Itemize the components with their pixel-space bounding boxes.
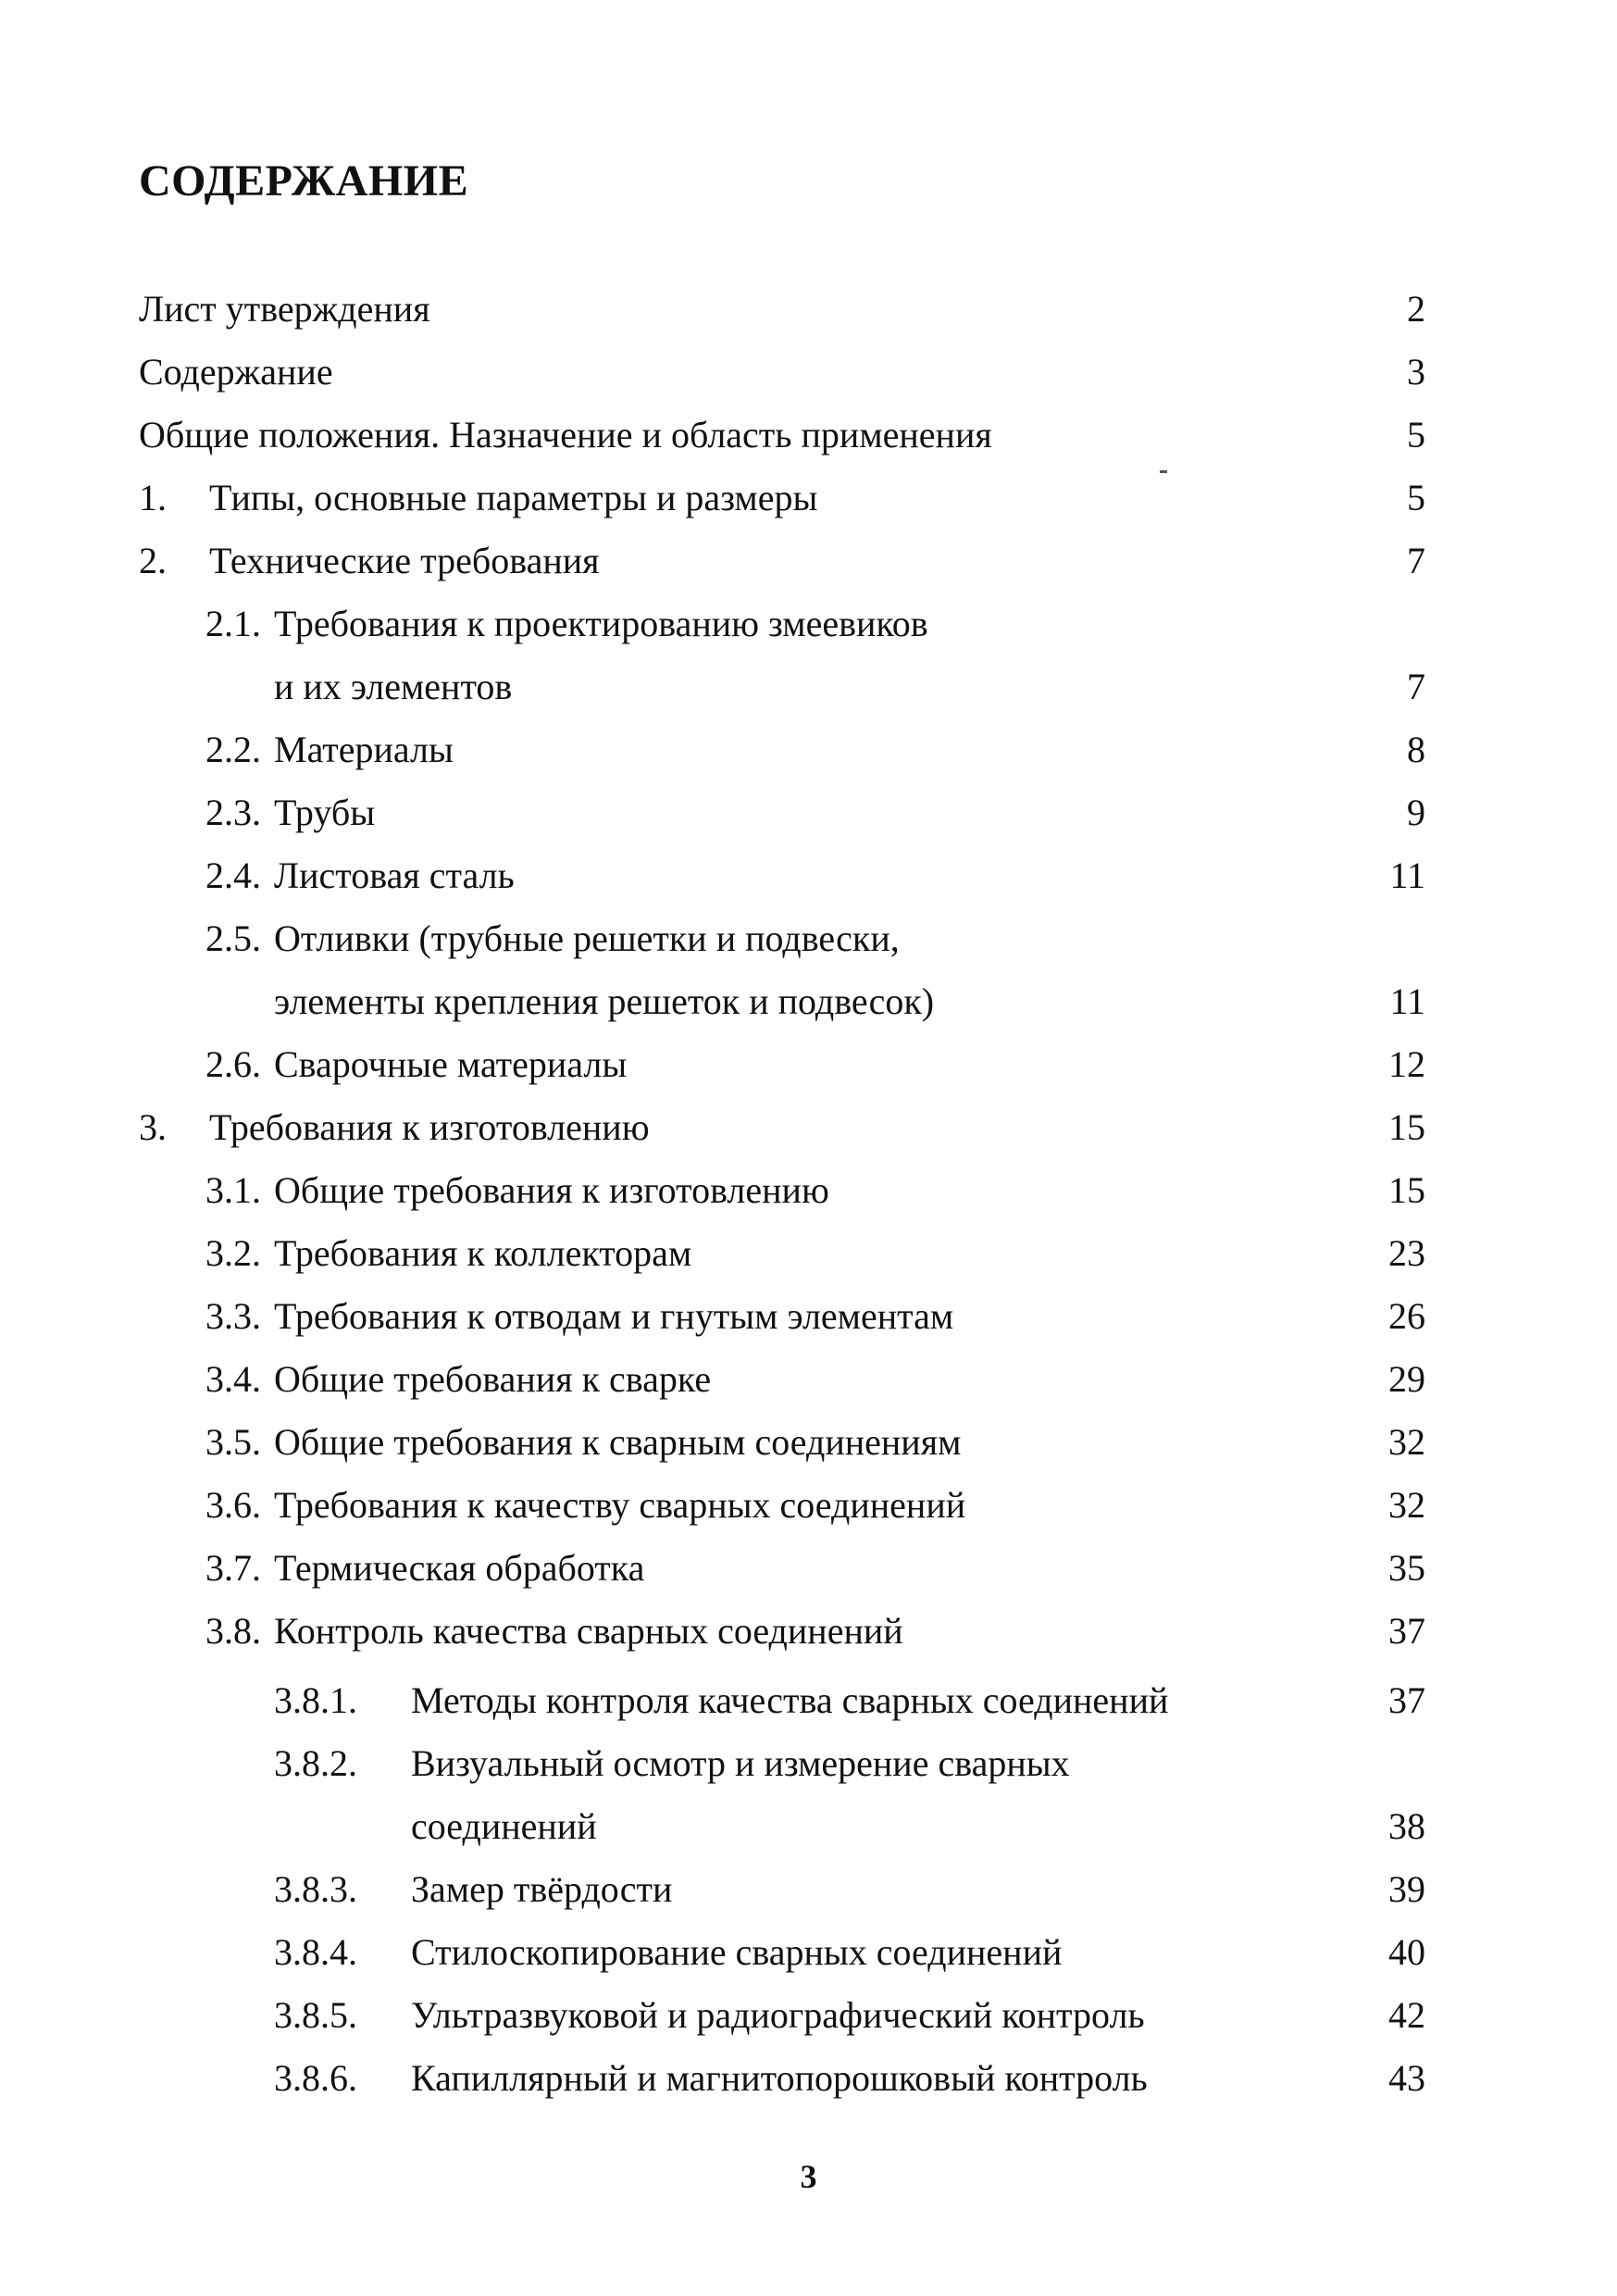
- page-title: СОДЕРЖАНИЕ: [139, 156, 469, 206]
- toc-entry-text: Требования к коллекторам: [274, 1232, 692, 1274]
- toc-entry[interactable]: [0, 1348, 1617, 1411]
- toc-entry-number: 2.4.: [205, 855, 261, 896]
- toc-entry-number: 3.: [139, 1106, 167, 1148]
- toc-entry[interactable]: [0, 1096, 1617, 1159]
- toc-entry-number: 3.6.: [205, 1484, 261, 1526]
- toc-entry-text: Сварочные материалы: [274, 1043, 628, 1085]
- toc-entry[interactable]: [0, 467, 1617, 530]
- toc-entry[interactable]: [0, 970, 1617, 1033]
- toc-entry[interactable]: [0, 1159, 1617, 1222]
- toc-entry-text: Замер твёрдости: [411, 1868, 673, 1910]
- toc-entry-page: 42: [1388, 1994, 1425, 2036]
- toc-entry-page: 9: [1407, 792, 1425, 833]
- toc-entry-number: 3.8.2.: [274, 1742, 357, 1784]
- toc-entry-text: Технические требования: [209, 540, 600, 581]
- toc-entry[interactable]: [0, 2047, 1617, 2110]
- toc-entry[interactable]: [0, 907, 1617, 970]
- toc-entry-page: 15: [1388, 1169, 1425, 1211]
- toc-entry-page: 8: [1407, 729, 1425, 770]
- toc-entry-text: Термическая обработка: [274, 1547, 645, 1589]
- toc-entry-page: 35: [1388, 1547, 1425, 1589]
- toc-entry-text: Общие требования к сварке: [274, 1358, 712, 1400]
- toc-entry-page: 40: [1388, 1931, 1425, 1973]
- toc-entry-page: 38: [1388, 1805, 1425, 1847]
- toc-entry[interactable]: [0, 718, 1617, 781]
- toc-entry-number: 3.8.4.: [274, 1931, 357, 1973]
- toc-entry-page: 37: [1388, 1679, 1425, 1721]
- toc-entry-number: 2.1.: [205, 603, 261, 644]
- toc-entry[interactable]: [0, 1669, 1617, 1732]
- toc-entry-page: 43: [1388, 2057, 1425, 2099]
- toc-entry[interactable]: [0, 1537, 1617, 1600]
- toc-entry[interactable]: [0, 1600, 1617, 1663]
- toc-entry-page: 29: [1388, 1358, 1425, 1400]
- toc-entry-number: 3.7.: [205, 1547, 261, 1589]
- toc-entry-number: 3.5.: [205, 1421, 261, 1463]
- page-number: 3: [800, 2158, 817, 2195]
- toc-entry-text: Общие требования к сварным соединениям: [274, 1421, 962, 1463]
- toc-entry-number: 2.3.: [205, 792, 261, 833]
- toc-entry[interactable]: [0, 1921, 1617, 1984]
- toc-entry-page: 5: [1407, 414, 1425, 455]
- toc-entry-number: 1.: [139, 477, 167, 518]
- toc-entry[interactable]: [0, 1285, 1617, 1348]
- toc-entry[interactable]: [0, 530, 1617, 593]
- toc-entry-text: Методы контроля качества сварных соединений: [411, 1679, 1169, 1721]
- toc-entry-page: 12: [1388, 1043, 1425, 1085]
- toc-entry-text: Контроль качества сварных соединений: [274, 1610, 903, 1652]
- toc-entry-page: 26: [1388, 1295, 1425, 1337]
- toc-entry[interactable]: [0, 1033, 1617, 1096]
- toc-entry-number: 3.8.5.: [274, 1994, 357, 2036]
- toc-entry-page: 11: [1389, 980, 1425, 1022]
- toc-entry[interactable]: [0, 1732, 1617, 1795]
- toc-entry-number: 3.3.: [205, 1295, 261, 1337]
- toc-entry-page: 3: [1407, 351, 1425, 393]
- toc-entry-text: Листовая сталь: [274, 855, 515, 896]
- toc-entry[interactable]: [0, 1222, 1617, 1285]
- toc-entry-page: 5: [1407, 477, 1425, 518]
- toc-entry[interactable]: [0, 844, 1617, 907]
- toc-entry-text: Визуальный осмотр и измерение сварных: [411, 1742, 1070, 1784]
- toc-entry-text: Лист утверждения: [139, 288, 430, 330]
- toc-entry[interactable]: [0, 404, 1617, 467]
- toc-entry-page: 37: [1388, 1610, 1425, 1652]
- toc-entry-page: 23: [1388, 1232, 1425, 1274]
- toc-entry-text: Содержание: [139, 351, 333, 393]
- toc-entry-text: Стилоскопирование сварных соединений: [411, 1931, 1063, 1973]
- toc-entry-text: Типы, основные параметры и размеры: [209, 477, 818, 518]
- toc-entry-text: Требования к проектированию змеевиков: [274, 603, 928, 644]
- toc-entry[interactable]: [0, 1474, 1617, 1537]
- toc-entry-page: 11: [1389, 855, 1425, 896]
- toc-entry[interactable]: [0, 1858, 1617, 1921]
- toc-entry[interactable]: [0, 655, 1617, 718]
- toc-entry-number: 3.2.: [205, 1232, 261, 1274]
- toc-entry-number: 3.8.1.: [274, 1679, 357, 1721]
- toc-entry-text: Материалы: [274, 729, 454, 770]
- toc-entry-text: Общие требования к изготовлению: [274, 1169, 829, 1211]
- toc-entry[interactable]: [0, 1795, 1617, 1858]
- toc-entry-text: Требования к изготовлению: [209, 1106, 650, 1148]
- toc-entry[interactable]: [0, 341, 1617, 404]
- toc-entry-page: 15: [1388, 1106, 1425, 1148]
- toc-entry-number: 2.: [139, 540, 167, 581]
- toc-entry-number: 3.1.: [205, 1169, 261, 1211]
- toc-entry-text: Требования к отводам и гнутым элементам: [274, 1295, 954, 1337]
- toc-entry[interactable]: [0, 781, 1617, 844]
- toc-entry-text: Трубы: [274, 792, 376, 833]
- toc-entry-number: 2.2.: [205, 729, 261, 770]
- toc-entry-page: 7: [1407, 666, 1425, 707]
- toc-entry-text: Требования к качеству сварных соединений: [274, 1484, 966, 1526]
- toc-entry-page: 32: [1388, 1484, 1425, 1526]
- toc-entry-page: 7: [1407, 540, 1425, 581]
- toc-entry-text: Ультразвуковой и радиографический контроль: [411, 1994, 1145, 2036]
- toc-entry-number: 2.6.: [205, 1043, 261, 1085]
- toc-entry-page: 32: [1388, 1421, 1425, 1463]
- toc-entry-text: элементы крепления решеток и подвесок): [274, 980, 935, 1022]
- toc-entry-page: 2: [1407, 288, 1425, 330]
- toc-entry-text: Общие положения. Назначение и область применения: [139, 414, 992, 455]
- toc-entry-text: Капиллярный и магнитопорошковый контроль: [411, 2057, 1148, 2099]
- toc-entry-number: 3.8.6.: [274, 2057, 357, 2099]
- toc-entry[interactable]: [0, 278, 1617, 341]
- toc-entry-number: 3.4.: [205, 1358, 261, 1400]
- toc-entry[interactable]: [0, 1411, 1617, 1474]
- toc-entry-text: соединений: [411, 1805, 597, 1847]
- toc-entry-number: 2.5.: [205, 917, 261, 959]
- toc-entry[interactable]: [0, 1984, 1617, 2047]
- toc-entry-page: 39: [1388, 1868, 1425, 1910]
- toc-entry-text: Отливки (трубные решетки и подвески,: [274, 917, 900, 959]
- toc-entry-number: 3.8.: [205, 1610, 261, 1652]
- toc-entry-number: 3.8.3.: [274, 1868, 357, 1910]
- toc-entry[interactable]: [0, 593, 1617, 655]
- toc-entry-text: и их элементов: [274, 666, 513, 707]
